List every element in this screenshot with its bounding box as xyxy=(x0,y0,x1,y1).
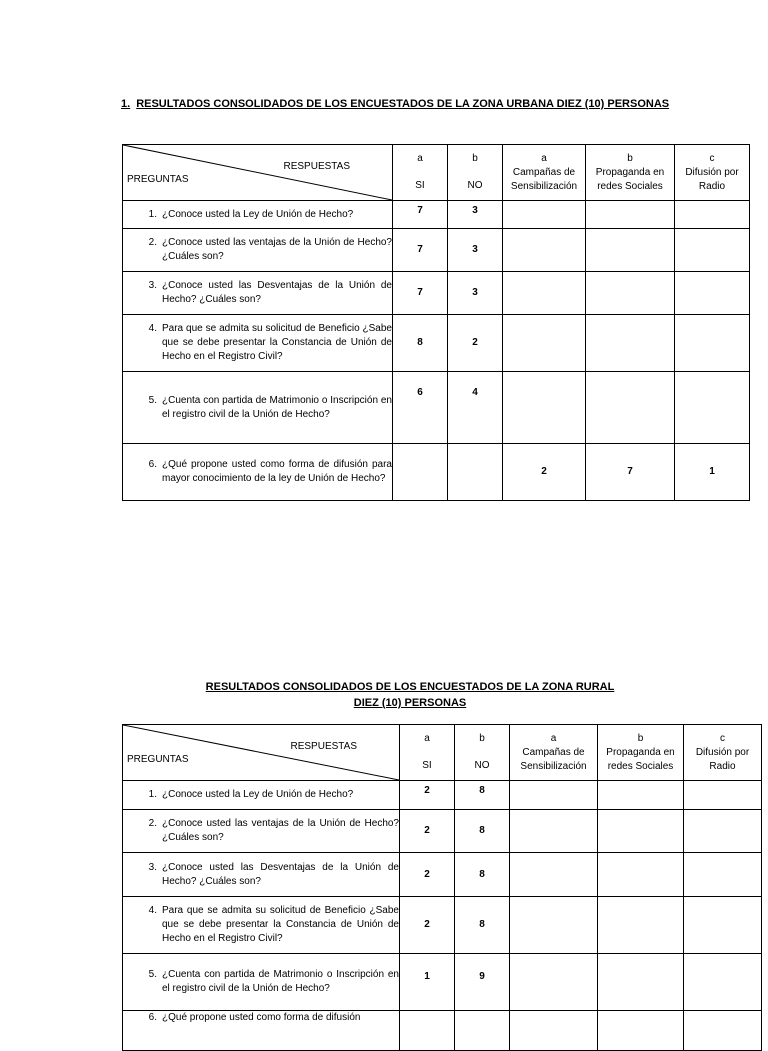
propaganda-value xyxy=(598,853,684,897)
col-header-campanas: a Campañas de Sensibilización xyxy=(510,725,598,781)
table-row xyxy=(123,810,762,853)
urban-results-table xyxy=(122,144,750,501)
col-header-si: a SI xyxy=(393,145,448,201)
table-row xyxy=(123,272,750,315)
propaganda-value xyxy=(586,229,675,272)
radio-value xyxy=(675,272,750,315)
campanas-value xyxy=(510,1011,598,1051)
col-header-campanas: a Campañas de Sensibilización xyxy=(503,145,586,201)
no-value: 8 xyxy=(455,853,510,897)
radio-value xyxy=(684,1011,762,1051)
propaganda-value xyxy=(598,1011,684,1051)
table-row xyxy=(123,201,750,229)
section2-title-line1: RESULTADOS CONSOLIDADOS DE LOS ENCUESTADOS DE LA ZONA RURAL xyxy=(205,681,615,693)
question-cell: 5. ¿Cuenta con partida de Matrimonio o Inscripción en el registro civil de la Unión de Hecho? xyxy=(123,954,400,1011)
question-cell: 3. ¿Conoce usted las Desventajas de la Unión de Hecho? ¿Cuáles son? xyxy=(123,272,393,315)
no-value: 3 xyxy=(448,201,503,229)
radio-value xyxy=(684,897,762,954)
si-value: 2 xyxy=(400,781,455,810)
table-row xyxy=(123,853,762,897)
propaganda-value xyxy=(586,372,675,444)
question-cell: 4. Para que se admita su solicitud de Beneficio ¿Sabe que se debe presentar la Constancia de Unión de Hecho en el Registro Civil? xyxy=(123,897,400,954)
no-value xyxy=(455,1011,510,1051)
preguntas-label: PREGUNTAS xyxy=(127,174,189,185)
table-row xyxy=(123,781,762,810)
question-cell: 4. Para que se admita su solicitud de Beneficio ¿Sabe que se debe presentar la Constancia de Unión de Hecho en el Registro Civil? xyxy=(123,315,393,372)
table-row xyxy=(123,954,762,1011)
campanas-value xyxy=(510,781,598,810)
col-header-si: a SI xyxy=(400,725,455,781)
col-header-radio: c Difusión por Radio xyxy=(684,725,762,781)
question-cell: 1. ¿Conoce usted la Ley de Unión de Hecho? xyxy=(123,781,400,810)
si-value: 1 xyxy=(400,954,455,1011)
si-value: 7 xyxy=(393,229,448,272)
no-value: 3 xyxy=(448,229,503,272)
question-cell: 2. ¿Conoce usted las ventajas de la Unión de Hecho? ¿Cuáles son? xyxy=(123,229,393,272)
table-row xyxy=(123,1011,762,1051)
si-value: 6 xyxy=(393,372,448,444)
section2-title xyxy=(150,679,670,711)
no-value: 8 xyxy=(455,810,510,853)
propaganda-value xyxy=(586,272,675,315)
section1-number: 1. xyxy=(121,98,131,110)
header-diagonal-cell xyxy=(123,145,393,201)
col-header-radio: c Difusión por Radio xyxy=(675,145,750,201)
table-row xyxy=(123,229,750,272)
no-value: 9 xyxy=(455,954,510,1011)
no-value: 2 xyxy=(448,315,503,372)
propaganda-value xyxy=(598,810,684,853)
propaganda-value xyxy=(586,315,675,372)
si-value xyxy=(393,444,448,501)
col-header-propaganda: b Propaganda en redes Sociales xyxy=(586,145,675,201)
radio-value xyxy=(684,853,762,897)
question-cell: 5. ¿Cuenta con partida de Matrimonio o Inscripción en el registro civil de la Unión de Hecho? xyxy=(123,372,393,444)
campanas-value xyxy=(503,315,586,372)
campanas-value xyxy=(510,954,598,1011)
campanas-value xyxy=(510,897,598,954)
question-cell: 3. ¿Conoce usted las Desventajas de la Unión de Hecho? ¿Cuáles son? xyxy=(123,853,400,897)
no-value: 8 xyxy=(455,897,510,954)
table-header-row xyxy=(123,725,762,781)
campanas-value xyxy=(503,201,586,229)
table-row xyxy=(123,372,750,444)
campanas-value xyxy=(510,810,598,853)
rural-results-table xyxy=(122,724,762,1051)
radio-value xyxy=(684,954,762,1011)
campanas-value xyxy=(510,853,598,897)
col-header-propaganda: b Propaganda en redes Sociales xyxy=(598,725,684,781)
radio-value xyxy=(684,810,762,853)
radio-value xyxy=(684,781,762,810)
respuestas-label: RESPUESTAS xyxy=(283,161,350,172)
col-header-no: b NO xyxy=(455,725,510,781)
campanas-value xyxy=(503,372,586,444)
radio-value xyxy=(675,229,750,272)
si-value: 2 xyxy=(400,897,455,954)
si-value xyxy=(400,1011,455,1051)
propaganda-value xyxy=(586,201,675,229)
question-cell: 1. ¿Conoce usted la Ley de Unión de Hecho? xyxy=(123,201,393,229)
si-value: 2 xyxy=(400,810,455,853)
si-value: 2 xyxy=(400,853,455,897)
question-cell: 6. ¿Qué propone usted como forma de difusión xyxy=(123,1011,400,1051)
table-row xyxy=(123,315,750,372)
table-row xyxy=(123,897,762,954)
si-value: 8 xyxy=(393,315,448,372)
no-value: 4 xyxy=(448,372,503,444)
question-cell: 2. ¿Conoce usted las ventajas de la Unión de Hecho? ¿Cuáles son? xyxy=(123,810,400,853)
propaganda-value: 7 xyxy=(586,444,675,501)
preguntas-label: PREGUNTAS xyxy=(127,754,189,765)
table-header-row xyxy=(123,145,750,201)
no-value: 3 xyxy=(448,272,503,315)
propaganda-value xyxy=(598,781,684,810)
question-cell: 6. ¿Qué propone usted como forma de difusión para mayor conocimiento de la ley de Unión de Hecho? xyxy=(123,444,393,501)
radio-value xyxy=(675,201,750,229)
radio-value: 1 xyxy=(675,444,750,501)
propaganda-value xyxy=(598,897,684,954)
si-value: 7 xyxy=(393,201,448,229)
campanas-value xyxy=(503,272,586,315)
no-value xyxy=(448,444,503,501)
respuestas-label: RESPUESTAS xyxy=(290,741,357,752)
col-header-no: b NO xyxy=(448,145,503,201)
radio-value xyxy=(675,315,750,372)
campanas-value: 2 xyxy=(503,444,586,501)
header-diagonal-cell xyxy=(123,725,400,781)
section2-title-line2: DIEZ (10) PERSONAS xyxy=(353,697,467,709)
campanas-value xyxy=(503,229,586,272)
no-value: 8 xyxy=(455,781,510,810)
radio-value xyxy=(675,372,750,444)
table-row xyxy=(123,444,750,501)
si-value: 7 xyxy=(393,272,448,315)
section1-title-text: RESULTADOS CONSOLIDADOS DE LOS ENCUESTADOS DE LA ZONA URBANA DIEZ (10) PERSONAS xyxy=(136,98,670,110)
section1-title xyxy=(121,98,669,110)
propaganda-value xyxy=(598,954,684,1011)
